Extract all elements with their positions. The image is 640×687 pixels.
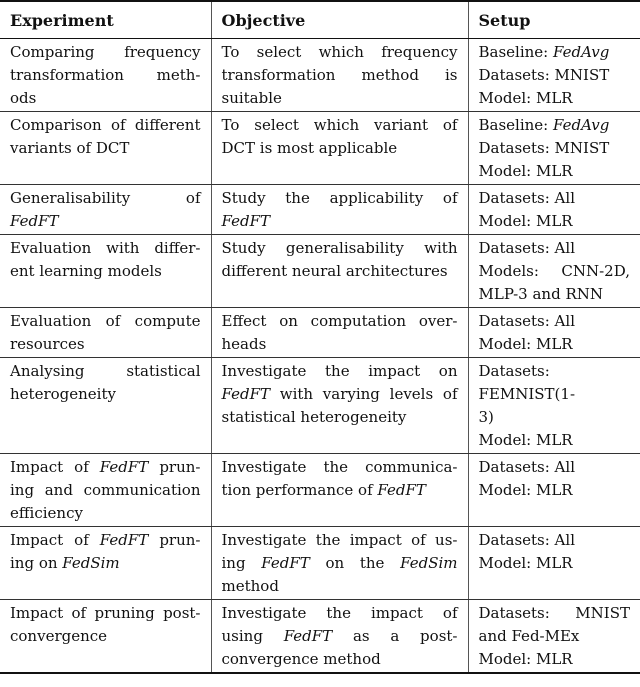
setup-line: Datasets: All: [478, 239, 575, 257]
setup-line: Models: CNN-2D,: [478, 262, 630, 280]
cell-experiment: [0, 112, 211, 185]
cell-experiment: [0, 235, 211, 308]
header-setup: Setup: [468, 1, 640, 39]
objective-line: Investigate the impact of: [221, 604, 458, 622]
experiment-line: ing and communication: [10, 481, 201, 499]
setup-line: Datasets: All: [478, 312, 575, 330]
experiment-line: Generalisability of: [10, 189, 201, 207]
cell-experiment: [0, 358, 211, 454]
objective-line: suitable: [221, 89, 282, 107]
setup-line: Datasets: MNIST: [478, 604, 630, 622]
table-header-row: [0, 1, 640, 39]
table-row: [0, 454, 640, 527]
cell-setup: [468, 454, 640, 527]
experiment-line: Evaluation of compute: [10, 312, 201, 330]
table-row: [0, 39, 640, 112]
experiment-line: Impact of FedFT prun-: [10, 531, 201, 549]
objective-line: DCT is most applicable: [221, 139, 398, 157]
cell-experiment: [0, 527, 211, 600]
cell-experiment: [0, 39, 211, 112]
cell-objective: [211, 527, 468, 600]
setup-line: Datasets:: [478, 362, 550, 380]
objective-line: Study the applicability of: [221, 189, 458, 207]
header-objective: Objective: [211, 1, 468, 39]
experiment-line: variants of DCT: [10, 139, 130, 157]
table-row: [0, 308, 640, 358]
setup-line: Datasets: All: [478, 531, 575, 549]
table-row: [0, 112, 640, 185]
setup-line: Baseline: FedAvg: [478, 116, 610, 134]
setup-line: Datasets: All: [478, 189, 575, 207]
cell-objective: [211, 39, 468, 112]
cell-setup: [468, 185, 640, 235]
objective-line: tion performance of FedFT: [221, 481, 426, 499]
setup-line: Model: MLR: [478, 481, 573, 499]
cell-objective: [211, 308, 468, 358]
experiment-line: FedFT: [10, 212, 59, 230]
objective-line: To select which variant of: [221, 116, 458, 134]
objective-line: FedFT with varying levels of: [221, 385, 458, 403]
experiment-line: transformation meth-: [10, 66, 201, 84]
cell-objective: [211, 454, 468, 527]
objective-line: method: [221, 577, 279, 595]
cell-setup: [468, 39, 640, 112]
setup-line: Model: MLR: [478, 335, 573, 353]
table-row: [0, 185, 640, 235]
cell-experiment: [0, 454, 211, 527]
experiment-line: Impact of pruning post-: [10, 604, 201, 622]
table-row: [0, 527, 640, 600]
experiment-line: heterogeneity: [10, 385, 116, 403]
experiment-line: Analysing statistical: [10, 362, 201, 380]
objective-line: transformation method is: [221, 66, 458, 84]
table-row: [0, 600, 640, 674]
setup-line: Model: MLR: [478, 212, 573, 230]
table-body: [0, 39, 640, 674]
setup-line: Model: MLR: [478, 650, 573, 668]
cell-objective: [211, 358, 468, 454]
experiment-line: Evaluation with differ-: [10, 239, 201, 257]
header-experiment: Experiment: [0, 1, 211, 39]
objective-line: different neural architectures: [221, 262, 448, 280]
experiment-line: efficiency: [10, 504, 83, 522]
cell-setup: [468, 358, 640, 454]
setup-line: FEMNIST(1-: [478, 385, 576, 403]
cell-experiment: [0, 600, 211, 674]
experiment-line: resources: [10, 335, 85, 353]
experiment-line: Impact of FedFT prun-: [10, 458, 201, 476]
setup-line: Datasets: All: [478, 458, 575, 476]
experiment-line: ods: [10, 89, 37, 107]
cell-objective: [211, 235, 468, 308]
cell-setup: [468, 600, 640, 674]
experiment-line: Comparison of different: [10, 116, 201, 134]
objective-line: Investigate the impact of us-: [221, 531, 458, 549]
setup-line: Datasets: MNIST: [478, 66, 610, 84]
objective-line: FedFT: [221, 212, 270, 230]
objective-line: Effect on computation over-: [221, 312, 458, 330]
experiment-line: ent learning models: [10, 262, 162, 280]
setup-line: Model: MLR: [478, 554, 573, 572]
cell-objective: [211, 112, 468, 185]
cell-experiment: [0, 185, 211, 235]
objective-line: To select which frequency: [221, 43, 458, 61]
objective-line: ing FedFT on the FedSim: [221, 554, 458, 572]
cell-setup: [468, 112, 640, 185]
objective-line: heads: [221, 335, 267, 353]
objective-line: Study generalisability with: [221, 239, 458, 257]
cell-setup: [468, 235, 640, 308]
cell-objective: [211, 600, 468, 674]
setup-line: Baseline: FedAvg: [478, 43, 610, 61]
objective-line: Investigate the communica-: [221, 458, 458, 476]
cell-objective: [211, 185, 468, 235]
setup-line: Model: MLR: [478, 431, 573, 449]
cell-setup: [468, 527, 640, 600]
setup-line: Model: MLR: [478, 162, 573, 180]
objective-line: convergence method: [221, 650, 381, 668]
experiment-line: Comparing frequency: [10, 43, 201, 61]
objective-line: using FedFT as a post-: [221, 627, 458, 645]
objective-line: statistical heterogeneity: [221, 408, 407, 426]
setup-line: 3): [478, 408, 494, 426]
cell-setup: [468, 308, 640, 358]
table-row: [0, 358, 640, 454]
setup-line: Model: MLR: [478, 89, 573, 107]
table-row: [0, 235, 640, 308]
experiment-line: ing on FedSim: [10, 554, 120, 572]
setup-line: Datasets: MNIST: [478, 139, 610, 157]
experiment-line: convergence: [10, 627, 108, 645]
setup-line: and Fed-MEx: [478, 627, 580, 645]
cell-experiment: [0, 308, 211, 358]
setup-line: MLP-3 and RNN: [478, 285, 603, 303]
objective-line: Investigate the impact on: [221, 362, 458, 380]
